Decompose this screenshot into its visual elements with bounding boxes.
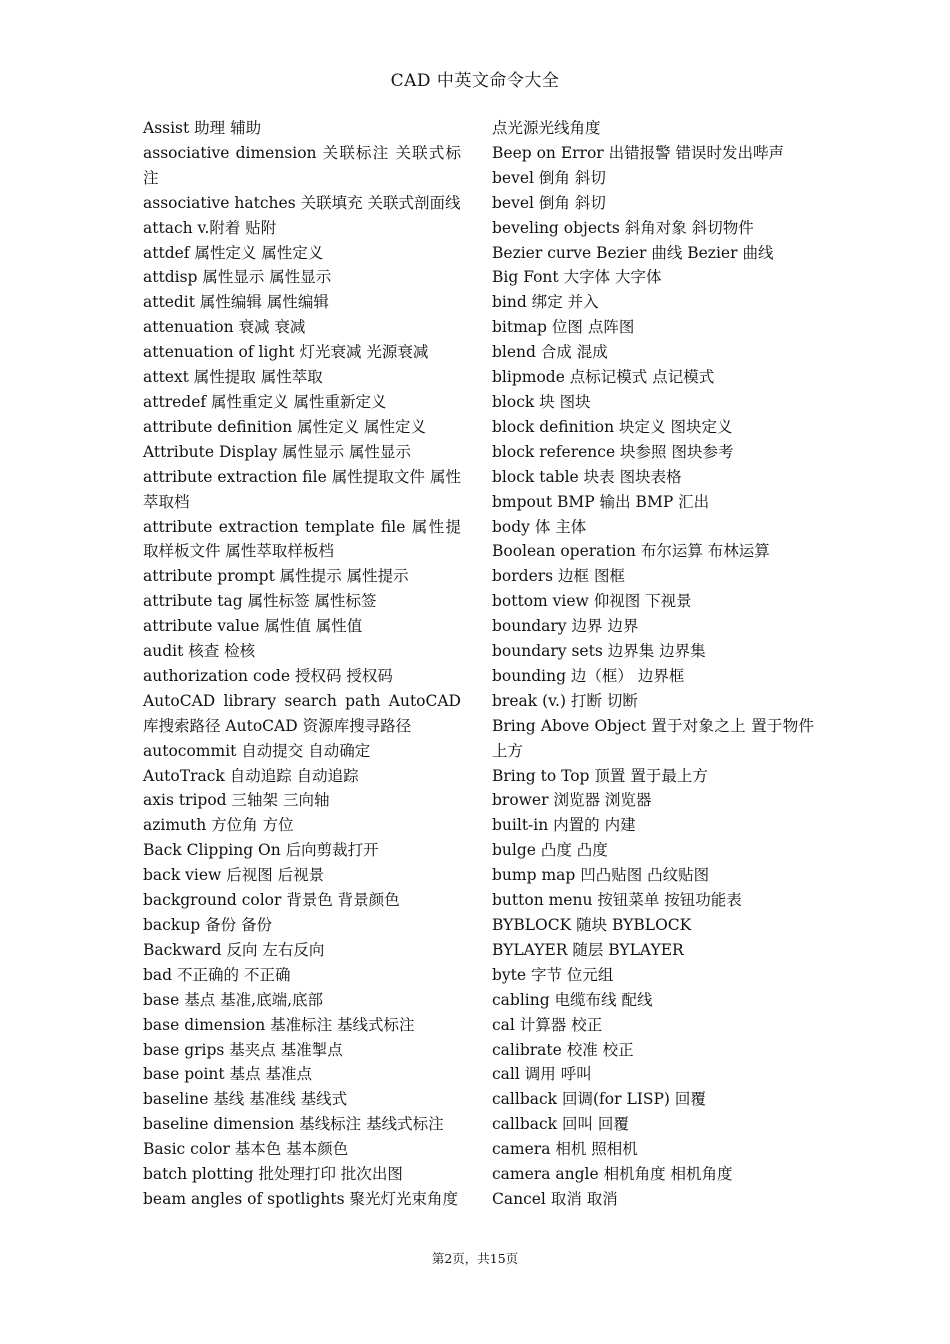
- glossary-entry: azimuth 方位角 方位: [143, 816, 294, 835]
- glossary-entry: bump map 凹凸贴图 凸纹贴图: [492, 866, 710, 885]
- glossary-entry: attedit 属性编辑 属性编辑: [143, 293, 329, 312]
- glossary-entry: Back Clipping On 后向剪裁打开: [143, 841, 379, 860]
- glossary-entry: attdisp 属性显示 属性显示: [143, 268, 332, 287]
- glossary-entry: Boolean operation 布尔运算 布林运算: [492, 542, 770, 561]
- glossary-entry: borders 边框 图框: [492, 567, 625, 586]
- glossary-entry: bulge 凸度 凸度: [492, 841, 608, 860]
- glossary-entry: bevel 倒角 斜切: [492, 168, 606, 187]
- glossary-entry: boundary sets 边界集 边界集: [492, 642, 706, 661]
- glossary-entry: AutoTrack 自动追踪 自动追踪: [143, 766, 359, 785]
- glossary-entry: attext 属性提取 属性萃取: [143, 368, 323, 387]
- glossary-entry: body 体 主体: [492, 517, 587, 536]
- glossary-entry: callback 回调(for LISP) 回覆: [492, 1090, 706, 1109]
- glossary-entry: axis tripod 三轴架 三向轴: [143, 791, 330, 810]
- glossary-entry: BYLAYER 随层 BYLAYER: [492, 940, 684, 959]
- glossary-entry: Bring to Top 顶置 置于最上方: [492, 766, 708, 785]
- glossary-entry: blend 合成 混成: [492, 343, 608, 362]
- glossary-entry: attenuation 衰减 衰减: [143, 318, 306, 337]
- glossary-entry: Attribute Display 属性显示 属性显示: [143, 442, 412, 461]
- glossary-entry: base point 基点 基准点: [143, 1065, 312, 1084]
- glossary-entry: camera 相机 照相机: [492, 1140, 638, 1159]
- glossary-entry: bottom view 仰视图 下视景: [492, 592, 692, 611]
- glossary-entry: Beep on Error 出错报警 错误时发出哔声: [492, 143, 785, 162]
- glossary-entry: attribute definition 属性定义 属性定义: [143, 417, 427, 436]
- glossary-entry: back view 后视图 后视景: [143, 866, 325, 885]
- glossary-entry: built-in 内置的 内建: [492, 816, 636, 835]
- left-column: [143, 116, 461, 1212]
- glossary-entry: cabling 电缆布线 配线: [492, 990, 653, 1009]
- glossary-entry: attribute prompt 属性提示 属性提示: [143, 567, 409, 586]
- glossary-entry: attribute value 属性值 属性值: [143, 617, 363, 636]
- glossary-entry: attribute extraction file 属性提取文件 属性萃取档: [143, 467, 461, 511]
- glossary-entry: block table 块表 图块表格: [492, 467, 682, 486]
- glossary-entry: blipmode 点标记模式 点记模式: [492, 368, 715, 387]
- glossary-entry: call 调用 呼叫: [492, 1065, 592, 1084]
- glossary-entry: break (v.) 打断 切断: [492, 691, 638, 710]
- glossary-entry: Basic color 基本色 基本颜色: [143, 1140, 349, 1159]
- glossary-entry: backup 备份 备份: [143, 916, 272, 934]
- glossary-entry: Big Font 大字体 大字体: [492, 268, 662, 287]
- glossary-entry: callback 回叫 回覆: [492, 1115, 629, 1134]
- glossary-entry: attribute tag 属性标签 属性标签: [143, 592, 377, 611]
- glossary-entry: Backward 反向 左右反向: [143, 940, 325, 959]
- glossary-entry: bad 不正确的 不正确: [143, 965, 291, 984]
- glossary-entry: background color 背景色 背景颜色: [143, 891, 400, 910]
- glossary-entry: baseline dimension 基线标注 基线式标注: [143, 1115, 444, 1134]
- right-column: [492, 116, 814, 1212]
- glossary-entry: Bring Above Object 置于对象之上 置于物件上方: [492, 716, 814, 760]
- glossary-entry: base grips 基夹点 基准掣点: [143, 1040, 343, 1059]
- glossary-entry: batch plotting 批处理打印 批次出图: [143, 1165, 403, 1184]
- glossary-entry: boundary 边界 边界: [492, 617, 639, 636]
- glossary-entry: attredef 属性重定义 属性重新定义: [143, 392, 387, 411]
- glossary-entry: associative dimension 关联标注 关联式标注: [143, 143, 461, 187]
- glossary-entry: beam angles of spotlights 聚光灯光束角度: [143, 1189, 458, 1208]
- glossary-entry: cal 计算器 校正: [492, 1015, 603, 1034]
- glossary-entry: block definition 块定义 图块定义: [492, 417, 733, 436]
- glossary-entry: attach v.附着 贴附: [143, 218, 277, 237]
- glossary-entry: Bezier curve Bezier 曲线 Bezier 曲线: [492, 243, 774, 262]
- glossary-entry: calibrate 校准 校正: [492, 1040, 634, 1059]
- glossary-entry: base 基点 基准,底端,底部: [143, 990, 323, 1009]
- glossary-entry: bmpout BMP 输出 BMP 汇出: [492, 492, 710, 511]
- glossary-entry: bind 绑定 并入: [492, 293, 599, 312]
- glossary-entry: Cancel 取消 取消: [492, 1189, 618, 1208]
- glossary-entry: beveling objects 斜角对象 斜切物件: [492, 218, 754, 237]
- glossary-entry: bitmap 位图 点阵图: [492, 318, 635, 337]
- document-title: CAD 中英文命令大全: [390, 71, 560, 91]
- page-footer: 第2页，共15页: [431, 1251, 519, 1266]
- glossary-entry: bounding 边（框） 边界框: [492, 666, 685, 685]
- glossary-entry: bevel 倒角 斜切: [492, 193, 606, 212]
- glossary-entry: AutoCAD library search path AutoCAD 库搜索路径 AutoCAD 资源库搜寻路径: [143, 691, 461, 735]
- glossary-entry: block 块 图块: [492, 392, 591, 411]
- glossary-entry: audit 核查 检核: [143, 642, 256, 661]
- glossary-entry: authorization code 授权码 授权码: [143, 666, 393, 685]
- glossary-entry: base dimension 基准标注 基线式标注: [143, 1015, 415, 1034]
- glossary-entry: brower 浏览器 浏览器: [492, 791, 652, 810]
- glossary-entry: baseline 基线 基准线 基线式: [143, 1090, 348, 1109]
- glossary-entry: attdef 属性定义 属性定义: [143, 243, 324, 262]
- glossary-entry: BYBLOCK 随块 BYBLOCK: [492, 916, 692, 934]
- glossary-entry: block reference 块参照 图块参考: [492, 442, 734, 461]
- glossary-entry: 点光源光线角度: [492, 119, 601, 137]
- glossary-entry: byte 字节 位元组: [492, 965, 614, 984]
- glossary-entry: attenuation of light 灯光衰减 光源衰减: [143, 343, 429, 362]
- glossary-entry: camera angle 相机角度 相机角度: [492, 1165, 733, 1184]
- glossary-entry: Assist 助理 辅助: [143, 119, 262, 137]
- glossary-entry: autocommit 自动提交 自动确定: [143, 741, 371, 760]
- glossary-entry: attribute extraction template file 属性提取样板文件 属性萃取样板档: [143, 517, 461, 561]
- glossary-entry: associative hatches 关联填充 关联式剖面线: [143, 193, 461, 212]
- glossary-entry: button menu 按钮菜单 按钮功能表: [492, 891, 742, 910]
